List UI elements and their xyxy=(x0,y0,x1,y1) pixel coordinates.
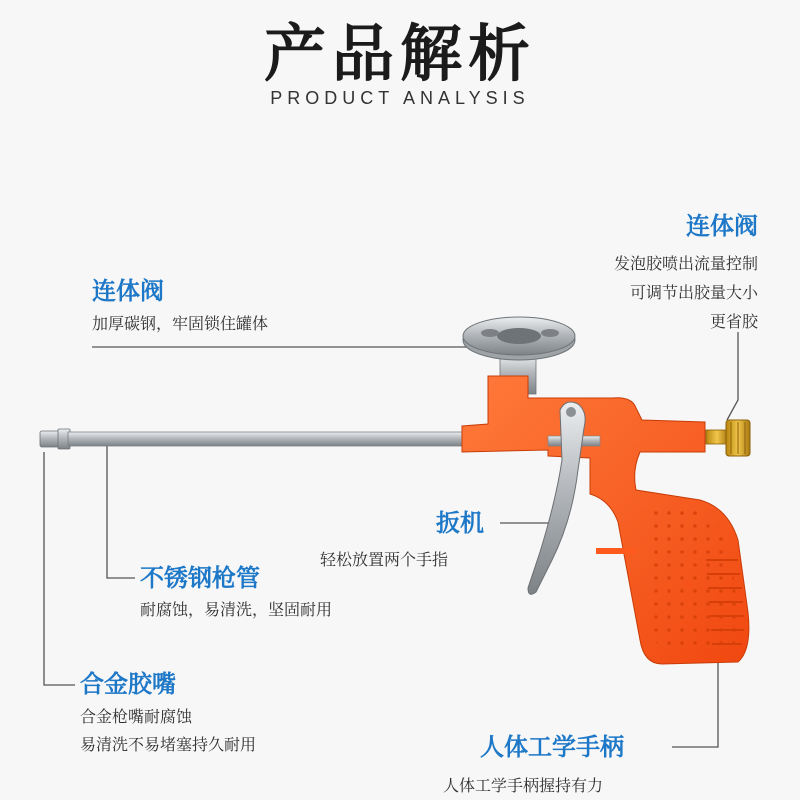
leader-barrel xyxy=(107,445,135,578)
page-title: 产品解析 xyxy=(263,17,536,90)
desc-valve-right-3: 更省胶 xyxy=(709,312,758,331)
desc-handle: 人体工学手柄握持有力 xyxy=(443,776,604,795)
leader-nozzle xyxy=(44,452,75,685)
label-trigger: 扳机 xyxy=(436,509,484,537)
desc-valve-left: 加厚碳钢，牢固锁住罐体 xyxy=(92,314,269,333)
desc-nozzle-1: 合金枪嘴耐腐蚀 xyxy=(80,707,193,726)
label-valve-left: 连体阀 xyxy=(92,277,164,305)
leader-valve-right xyxy=(727,332,738,420)
barrel-tube xyxy=(68,432,468,446)
desc-valve-right-1: 发泡胶喷出流量控制 xyxy=(613,254,758,273)
desc-trigger: 轻松放置两个手指 xyxy=(320,550,449,569)
label-barrel: 不锈钢枪管 xyxy=(140,564,260,592)
desc-valve-right-2: 可调节出胶量大小 xyxy=(629,283,758,302)
desc-barrel: 耐腐蚀，易清洗，坚固耐用 xyxy=(140,600,333,619)
leader-handle xyxy=(672,658,718,747)
desc-nozzle-2: 易清洗不易堵塞持久耐用 xyxy=(80,735,257,754)
adjust-knob-icon xyxy=(706,420,750,456)
page-subtitle: PRODUCT ANALYSIS xyxy=(270,88,530,108)
label-nozzle: 合金胶嘴 xyxy=(80,670,176,698)
label-handle: 人体工学手柄 xyxy=(480,733,624,761)
label-valve-right: 连体阀 xyxy=(686,212,758,240)
nozzle-icon xyxy=(40,429,70,449)
